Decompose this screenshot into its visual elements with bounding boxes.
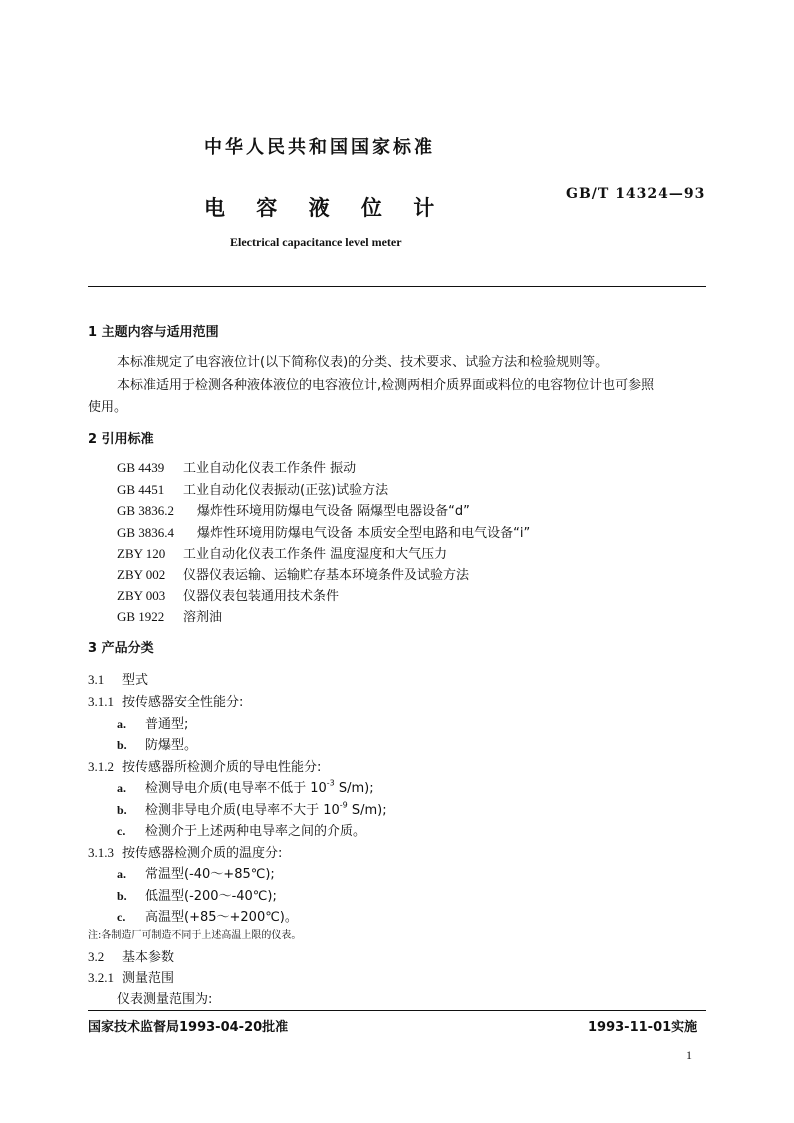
ref-item [117, 543, 447, 562]
section-title: 按传感器所检测介质的导电性能分: [122, 760, 322, 775]
item-text: 检测非导电介质(电导率不大于 10 [145, 803, 340, 818]
subsection-3-1-3 [88, 842, 282, 861]
section-1-paragraph-2: 本标准适用于检测各种液体液位的电容液位计,检测两相介质界面或料位的电容物位计也可参照 [117, 378, 655, 393]
item-marker: c. [117, 824, 126, 838]
page-number: 1 [686, 1048, 692, 1062]
ref-code: ZBY 002 [117, 567, 166, 582]
section-number: 3.1.1 [88, 694, 114, 709]
section-2-heading: 2 引用标准 [88, 432, 154, 447]
list-item [117, 799, 387, 818]
item-marker: c. [117, 910, 126, 924]
ref-item [117, 585, 339, 604]
standard-code: GB/T 14324—93 [566, 186, 706, 202]
section-number: 3.2.1 [88, 970, 114, 985]
ref-code: GB 4451 [117, 482, 165, 497]
exponent: -3 [326, 778, 335, 788]
item-marker: a. [117, 717, 126, 731]
item-text: 常温型(-40～+85℃); [145, 867, 275, 882]
section-1-paragraph-1: 本标准规定了电容液位计(以下简称仪表)的分类、技术要求、试验方法和检验规则等。 [117, 355, 609, 370]
item-text-unit: S/m); [347, 803, 387, 818]
ref-item [117, 479, 388, 498]
section-3-heading: 3 产品分类 [88, 641, 154, 656]
item-marker: a. [117, 867, 126, 881]
ref-item [117, 522, 530, 541]
list-item [117, 885, 277, 904]
subsection-3-2-1 [88, 967, 174, 986]
subsection-3-1-1 [88, 691, 243, 710]
item-text-unit: S/m); [334, 781, 374, 796]
ref-name: 仪器仪表运输、运输贮存基本环境条件及试验方法 [183, 568, 470, 583]
list-item [117, 820, 366, 839]
subsection-3-1 [88, 669, 148, 688]
ref-code: ZBY 003 [117, 588, 166, 603]
ref-item [117, 564, 469, 583]
item-text: 普通型; [145, 717, 189, 732]
item-text: 检测导电介质(电导率不低于 10 [145, 781, 327, 796]
effective-date: 1993-11-01实施 [588, 1020, 698, 1035]
section-title: 按传感器检测介质的温度分: [122, 846, 283, 861]
item-text: 检测介于上述两种电导率之间的介质。 [145, 824, 367, 839]
ref-name: 仪器仪表包装通用技术条件 [183, 589, 340, 604]
subsection-3-1-2 [88, 756, 321, 775]
list-item [117, 863, 275, 882]
section-number: 3.2 [88, 949, 105, 964]
ref-name: 工业自动化仪表工作条件 振动 [183, 461, 357, 476]
footer-divider [88, 1010, 706, 1011]
standard-title-english: Electrical capacitance level meter [230, 235, 402, 249]
list-item [117, 713, 188, 732]
section-1-heading: 1 主题内容与适用范围 [88, 325, 219, 340]
section-title: 测量范围 [122, 971, 175, 986]
ref-item [117, 606, 222, 625]
ref-code: ZBY 120 [117, 546, 166, 561]
range-intro-text: 仪表测量范围为: [117, 992, 213, 1007]
list-item [117, 906, 298, 925]
subsection-3-2 [88, 946, 174, 965]
item-text: 低温型(-200～-40℃); [145, 889, 277, 904]
item-text: 防爆型。 [145, 738, 198, 753]
exponent: -9 [339, 800, 348, 810]
section-title: 型式 [122, 673, 149, 688]
item-text: 高温型(+85～+200℃)。 [145, 910, 298, 925]
section-number: 3.1.3 [88, 845, 114, 860]
section-title: 基本参数 [122, 950, 175, 965]
ref-code: GB 4439 [117, 460, 165, 475]
ref-item [117, 457, 356, 476]
ref-name: 工业自动化仪表工作条件 温度湿度和大气压力 [183, 547, 448, 562]
ref-name: 爆炸性环境用防爆电气设备 本质安全型电路和电气设备“i” [197, 526, 531, 541]
ref-code: GB 3836.2 [117, 503, 175, 518]
section-title: 按传感器安全性能分: [122, 695, 244, 710]
section-number: 3.1.2 [88, 759, 114, 774]
approval-date: 国家技术监督局1993-04-20批准 [88, 1020, 289, 1035]
ref-item [117, 500, 470, 519]
section-1-paragraph-2-cont: 使用。 [88, 400, 128, 415]
note: 注:各制造厂可制造不同于上述高温上限的仪表。 [88, 930, 302, 941]
ref-code: GB 3836.4 [117, 525, 175, 540]
standard-org-title: 中华人民共和国国家标准 [204, 137, 435, 158]
ref-name: 工业自动化仪表振动(正弦)试验方法 [183, 483, 389, 498]
item-marker: b. [117, 803, 127, 817]
list-item [117, 734, 197, 753]
ref-name: 爆炸性环境用防爆电气设备 隔爆型电器设备“d” [197, 504, 470, 519]
header-divider [88, 286, 706, 287]
standard-title: 电 容 液 位 计 [204, 196, 435, 220]
section-number: 3.1 [88, 672, 105, 687]
item-marker: b. [117, 889, 127, 903]
item-marker: a. [117, 781, 126, 795]
item-marker: b. [117, 738, 127, 752]
ref-name: 溶剂油 [183, 610, 223, 625]
ref-code: GB 1922 [117, 609, 165, 624]
list-item [117, 777, 374, 796]
